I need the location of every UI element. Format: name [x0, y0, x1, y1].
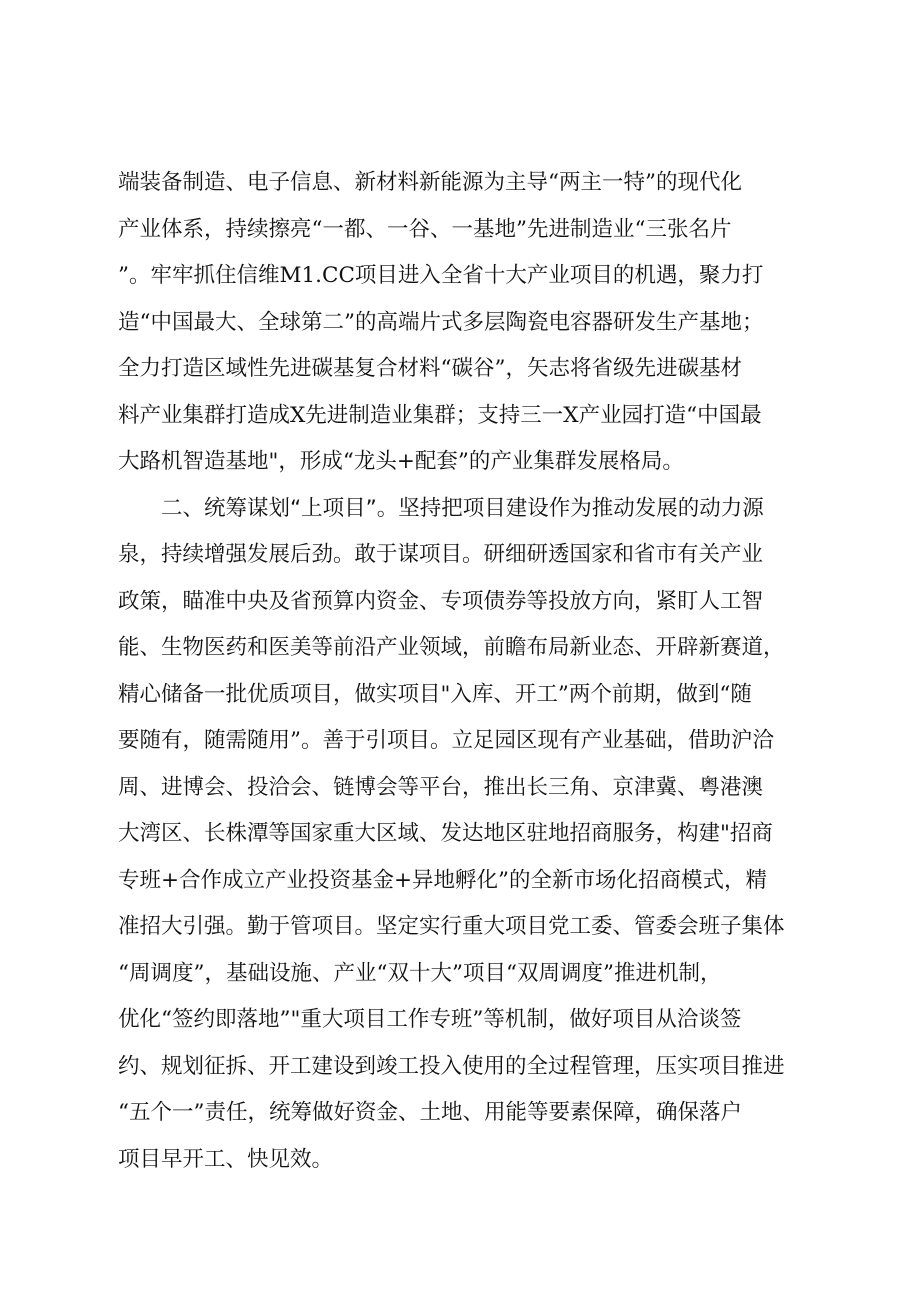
text-line: 产业体系，持续擦亮“一都、一谷、一基地”先进制造业“三张名片 [118, 216, 732, 242]
text-run: 。立足园区现有产业基础，借助沪洽 [430, 728, 775, 753]
text-line: 政策，瞄准中央及省预算内资金、专项债券等投放方向，紧盯人工智 [118, 588, 764, 614]
section-heading: 二、统筹谋划“上项目” [161, 495, 377, 521]
text-line: 优化“签约即落地”"重大项目工作专班”等机制，做好项目从洽谈签 [118, 1007, 742, 1032]
text-line: 专班+合作成立产业投资基金+异地孵化”的全新市场化招商模式，精 [118, 867, 768, 893]
text-line: 精心储备一批优质项目，做实项目"入库、开工”两个前期，做到“随 [118, 681, 752, 707]
text-line: “五个一”责任，统筹做好资金、土地、用能等要素保障，确保落户 [118, 1100, 742, 1125]
paragraph-industrial-system [118, 160, 823, 486]
keyword-attract-projects: 善于引项目 [322, 728, 431, 753]
text-line: 项目早开工、快见效。 [118, 1146, 334, 1172]
text-line: 能、生物医药和医美等前沿产业领域，前瞻布局新业态、开辟新赛道， [118, 635, 785, 660]
text-line: 大湾区、长株潭等国家重大区域、发达地区驻地招商服务，构建"招商 [118, 821, 773, 846]
text-line: 全力打造区域性先进碳基复合材料“碳谷”，矢志将省级先进碳基材 [118, 356, 742, 381]
text-line: 泉，持续增强发展后劲。敢于谋项目。研细研透国家和省市有关产业 [118, 542, 764, 567]
text-run: 要随有，随需随用”。 [118, 728, 323, 753]
text-line: 周、进博会、投洽会、链博会等平台，推出长三角、京津冀、粤港澳 [118, 774, 764, 800]
text-line: ”。牢牢抓住信维M1.CC项目进入全省十大产业项目的机遇，聚力打 [118, 263, 764, 288]
text-run: 准招大引强。 [118, 914, 248, 939]
text-run: 。坚定实行重大项目党工委、管委会班子集体 [354, 914, 785, 939]
text-line: 大路机智造基地"，形成“龙头+配套”的产业集群发展格局。 [118, 449, 684, 474]
text-run: 。坚持把项目建设作为推动发展的动力源 [376, 495, 764, 521]
paragraph-projects [118, 486, 823, 1184]
text-line [118, 486, 823, 533]
document-body [118, 160, 823, 1183]
text-line [118, 904, 823, 951]
text-line: 端装备制造、电子信息、新材料新能源为主导“两主一特”的现代化 [118, 170, 742, 195]
keyword-manage-projects: 勤于管项目 [247, 914, 355, 939]
text-line [118, 718, 823, 765]
text-line: 约、规划征拆、开工建设到竣工投入使用的全过程管理，压实项目推进 [118, 1053, 785, 1079]
text-line: “周调度”，基础设施、产业“双十大”项目“双周调度”推进机制， [118, 960, 722, 986]
text-line: 料产业集群打造成X先进制造业集群；支持三一X产业园打造“中国最 [118, 402, 762, 428]
text-line: 造“中国最大、全球第二”的高端片式多层陶瓷电容器研发生产基地； [118, 309, 764, 335]
